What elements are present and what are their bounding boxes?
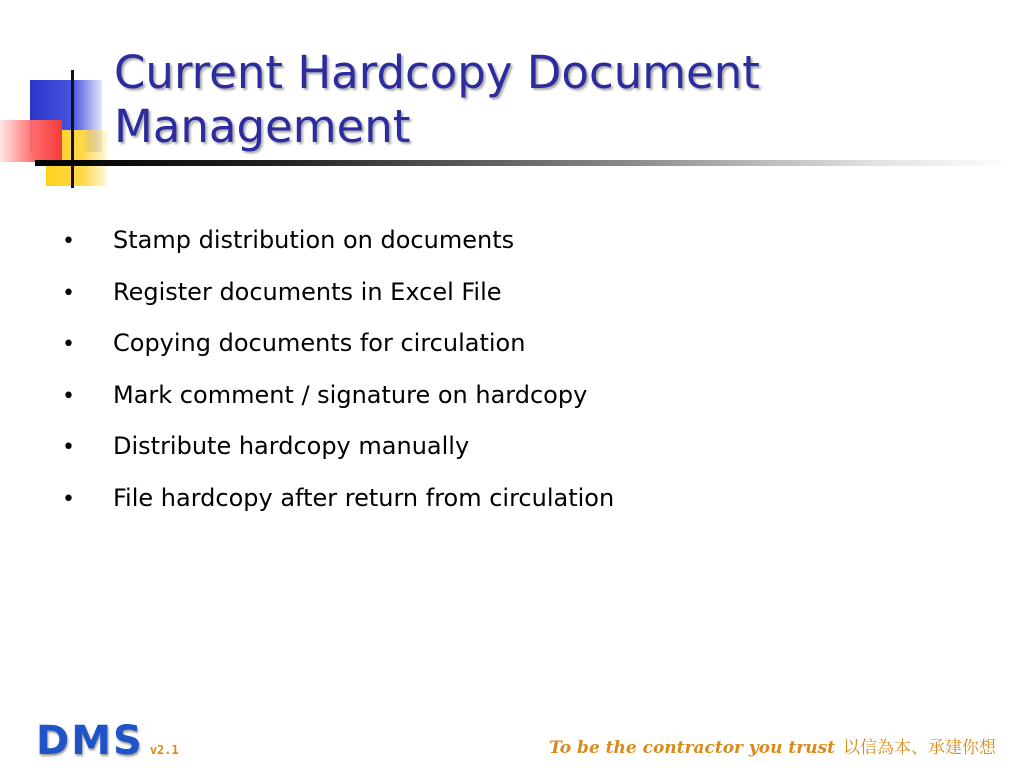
bullet-marker: • bbox=[62, 435, 75, 460]
slogan-chinese: 以信為本、承建你想 bbox=[843, 738, 996, 758]
list-item bbox=[62, 278, 962, 330]
bullet-marker: • bbox=[62, 229, 75, 254]
bullet-marker: • bbox=[62, 332, 75, 357]
logo-text: DMS bbox=[36, 718, 144, 764]
footer-slogan bbox=[549, 733, 996, 758]
list-item-text: Register documents in Excel File bbox=[113, 277, 502, 306]
title-underline-rule bbox=[35, 160, 1015, 166]
list-item bbox=[62, 226, 962, 278]
list-item-text: Copying documents for circulation bbox=[113, 329, 526, 357]
red-bar-decoration bbox=[0, 120, 62, 162]
list-item-text: Stamp distribution on documents bbox=[113, 226, 515, 254]
version-label: v2.1 bbox=[149, 743, 179, 757]
bullet-marker: • bbox=[62, 383, 75, 409]
slide-title: Current Hardcopy Document Management bbox=[114, 46, 760, 153]
list-item bbox=[62, 432, 962, 484]
list-item-text: Distribute hardcopy manually bbox=[113, 432, 470, 460]
list-item bbox=[62, 381, 962, 433]
bullet-list bbox=[62, 226, 962, 535]
corner-decoration bbox=[0, 60, 110, 200]
slogan-english: To be the contractor you trust bbox=[549, 738, 835, 758]
footer-logo bbox=[36, 718, 179, 764]
list-item-text: Mark comment / signature on hardcopy bbox=[113, 380, 588, 409]
list-item bbox=[62, 484, 962, 536]
vertical-rule-decoration bbox=[71, 70, 74, 188]
list-item bbox=[62, 329, 962, 381]
list-item-text: File hardcopy after return from circulation bbox=[113, 483, 615, 512]
bullet-marker: • bbox=[62, 280, 75, 306]
bullet-marker: • bbox=[62, 486, 75, 512]
